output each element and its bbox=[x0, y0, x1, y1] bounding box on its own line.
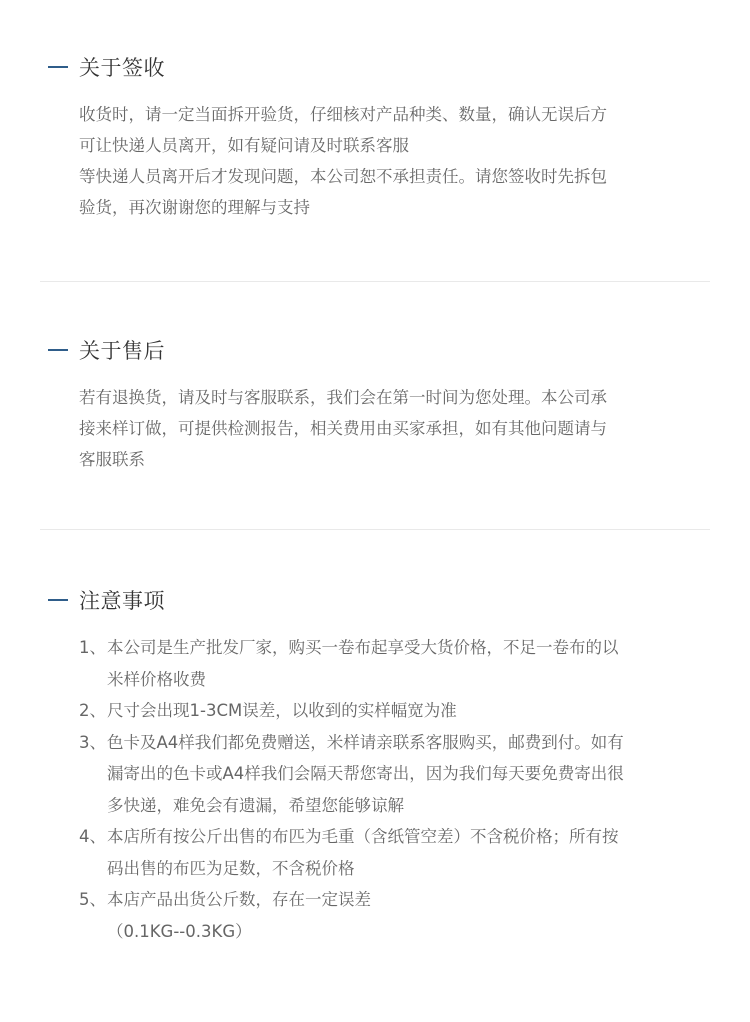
text-line: 多快递，难免会有遗漏，希望您能够谅解 bbox=[107, 795, 404, 815]
text-line: 码出售的布匹为足数，不含税价格 bbox=[107, 858, 355, 878]
text-line: 可让快递人员离开，如有疑问请及时联系客服 bbox=[79, 136, 409, 155]
text-line: 验货，再次谢谢您的理解与支持 bbox=[79, 198, 310, 217]
text-line: 本店产品出货公斤数，存在一定误差 bbox=[107, 890, 371, 909]
section-title: 关于售后 bbox=[79, 339, 165, 363]
list-item bbox=[79, 884, 689, 947]
list-item-body bbox=[107, 884, 689, 947]
list-number: 4、 bbox=[79, 827, 106, 846]
list-item bbox=[79, 821, 689, 884]
list-item-body bbox=[107, 695, 689, 727]
list-item-body bbox=[107, 727, 689, 822]
list-number: 3、 bbox=[79, 732, 106, 752]
section-title: 关于签收 bbox=[79, 56, 165, 80]
text-line: 收货时，请一定当面拆开验货，仔细核对产品种类、数量，确认无误后方 bbox=[79, 105, 607, 124]
section-heading-after-sales bbox=[48, 334, 165, 366]
text-line: 本公司是生产批发厂家，购买一卷布起享受大货价格，不足一卷布的以 bbox=[107, 638, 619, 657]
notes-list bbox=[79, 632, 689, 947]
section-heading-notes bbox=[48, 584, 165, 616]
list-number: 1、 bbox=[79, 638, 106, 657]
text-line: 若有退换货，请及时与客服联系，我们会在第一时间为您处理。本公司承 bbox=[79, 388, 607, 407]
section-title: 注意事项 bbox=[79, 589, 165, 613]
list-item bbox=[79, 727, 689, 822]
list-item bbox=[79, 695, 689, 727]
heading-accent-bar bbox=[48, 599, 68, 601]
text-line: （0.1KG--0.3KG） bbox=[107, 921, 252, 941]
signing-paragraph bbox=[79, 99, 679, 223]
text-line: 漏寄出的色卡或A4样我们会隔天帮您寄出，因为我们每天要免费寄出很 bbox=[107, 764, 624, 783]
section-heading-signing bbox=[48, 51, 165, 83]
text-line: 色卡及A4样我们都免费赠送，米样请亲联系客服购买，邮费到付。如有 bbox=[107, 732, 624, 752]
section-divider bbox=[40, 281, 710, 282]
text-line: 本店所有按公斤出售的布匹为毛重（含纸管空差）不含税价格；所有按 bbox=[107, 827, 619, 846]
heading-accent-bar bbox=[48, 66, 68, 68]
heading-accent-bar bbox=[48, 349, 68, 351]
text-line: 客服联系 bbox=[79, 450, 145, 469]
list-item-body bbox=[107, 632, 689, 695]
list-number: 2、 bbox=[79, 701, 106, 720]
text-line: 米样价格收费 bbox=[107, 669, 206, 689]
list-number: 5、 bbox=[79, 890, 106, 909]
after-sales-paragraph bbox=[79, 382, 679, 475]
text-line: 接来样订做，可提供检测报告，相关费用由买家承担，如有其他问题请与 bbox=[79, 419, 607, 438]
list-item bbox=[79, 632, 689, 695]
list-item-body bbox=[107, 821, 689, 884]
text-line: 尺寸会出现1-3CM误差，以收到的实样幅宽为准 bbox=[107, 701, 457, 720]
text-line: 等快递人员离开后才发现问题，本公司恕不承担责任。请您签收时先拆包 bbox=[79, 167, 607, 186]
section-divider bbox=[40, 529, 710, 530]
